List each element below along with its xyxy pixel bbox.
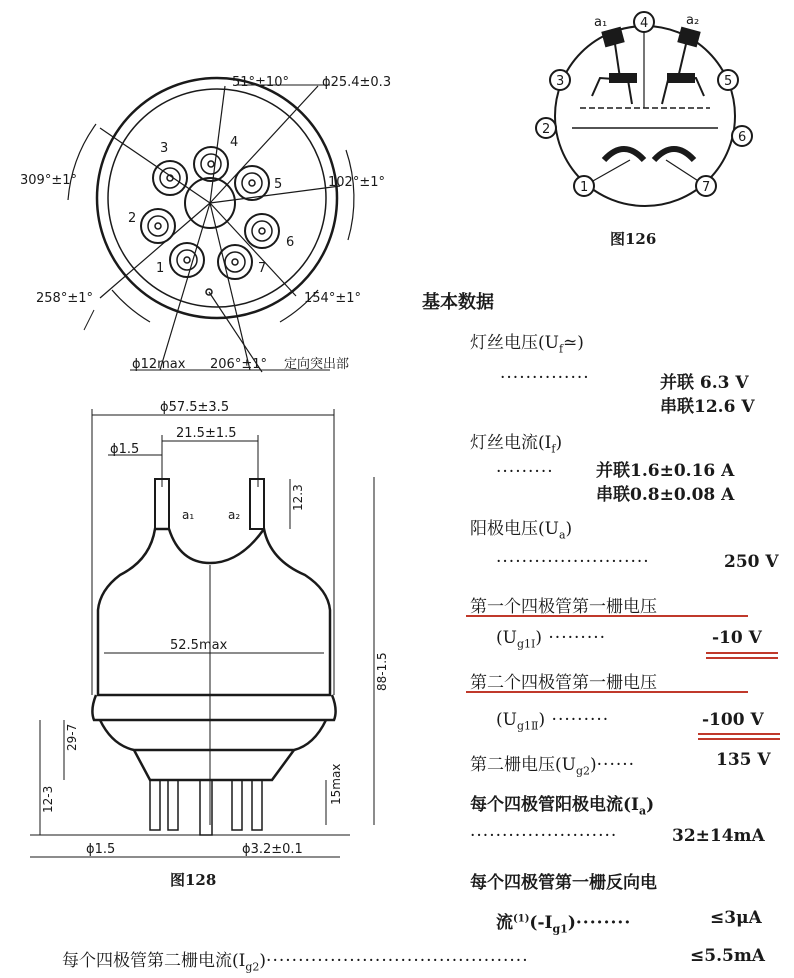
reverse-current-label2: 流 (496, 913, 513, 933)
parallel-current: 并联1.6±0.16 A (596, 461, 735, 481)
grid2-current-row: 每个四极管第二栅电流$(I_{g2})\cdot\cdot\cdot\cdot\cdot\cdot\cdot\cdot\cdot\cdot\cdot\cdot\cdot\cdot\cdot\cdot\cdot\cdot\cdot\cdot\cdot\cdot\cdot\cdot\cdot\cdot\cdot\cdot\cdot\cdot\cdot\cdot\cdot\cdot\cdot\cdot\cdot\cdot\cdot\cdot\cdot$ (62, 951, 529, 974)
angle-right-top-label: 102°±1° (328, 175, 385, 190)
pin-label-2: 2 (128, 211, 137, 226)
pin-length-label: 12-3 (41, 785, 55, 813)
grid2-voltage-label: 第二栅电压(U (470, 755, 576, 775)
grid2-current-sub: g2 (245, 960, 260, 974)
pin-label-6: 6 (286, 235, 295, 250)
angle-left-bottom-label: 258°±1° (36, 291, 93, 306)
anode-spacing-label: 21.5±1.5 (176, 426, 237, 441)
spec-heading: 基本数据 (422, 292, 494, 313)
grid2-current-label: 每个四极管第二栅电流(I (62, 951, 246, 971)
filament-voltage-sub: f (558, 342, 564, 356)
grid1-t2-symbol: (U (496, 710, 517, 730)
grid1-t2-underline (466, 691, 748, 693)
diameter-overall-label: ϕ57.5±3.5 (160, 400, 230, 415)
filament-voltage-label: 灯丝电压(U (470, 333, 559, 353)
schematic-pin-6: 6 (738, 130, 747, 145)
anode-voltage-dots: ························ (496, 552, 650, 572)
tube-schematic (520, 0, 770, 260)
filament-current-row (470, 428, 562, 455)
anode-voltage-value: 250 V (724, 552, 779, 572)
schematic-pin-4: 4 (640, 16, 649, 31)
schematic-anode-1: a₁ (594, 15, 608, 30)
grid2-voltage-row: 第二栅电压$(U_{g2})\cdot\cdot\cdot\cdot\cdot\cdot$ (470, 755, 636, 778)
diameter-top-label: ϕ25.4±0.3 (322, 75, 392, 90)
pin-layout-diagram (0, 0, 440, 400)
pin-height-label: 15max (329, 763, 343, 805)
grid1-t1-tail: ) (535, 628, 542, 648)
grid1-t1-value-underline-2 (706, 657, 778, 659)
reverse-current-sub: g1 (552, 922, 568, 936)
anode-current-dots: ······················· (470, 826, 618, 846)
anode-voltage-label: 阳极电压(U (470, 519, 559, 539)
grid1-t2-tail: ) (538, 710, 546, 730)
parallel-voltage: 并联 6.3 V (660, 373, 749, 393)
reverse-current-sup: (1) (513, 913, 530, 925)
anode-voltage-sub: a (558, 528, 566, 542)
anode-current-row (470, 790, 654, 817)
grid2-voltage-tail: ) (590, 755, 597, 775)
grid2-voltage-sub: g2 (575, 764, 591, 778)
anode-current-value: 32±14mA (672, 826, 765, 846)
schematic-anode-2: a₂ (686, 13, 700, 28)
grid1-t2-value-underline-2 (698, 738, 780, 740)
parallel-current-dots: ········· (496, 462, 554, 482)
schematic-pin-7: 7 (702, 180, 711, 195)
series-voltage: 串联12.6 V (660, 397, 755, 417)
pin-label-4: 4 (230, 135, 239, 150)
anode-current-sub: a (639, 804, 647, 818)
cap-height-label: 12.3 (291, 484, 305, 511)
diameter-pin-circle-label: ϕ12max (132, 357, 186, 372)
total-height-label: 88-1.5 (375, 652, 389, 691)
grid1-t2-value: -100 V (702, 710, 764, 730)
grid1-t1-symbol: (U (496, 628, 517, 648)
pin-label-1: 1 (156, 261, 165, 276)
anode-voltage-tail: ) (565, 519, 573, 539)
angle-bottom-label: 206°±1° (210, 357, 267, 372)
filament-current-label: 灯丝电流(I (470, 433, 552, 453)
pin-label-3: 3 (160, 141, 169, 156)
pin-label-5: 5 (274, 177, 283, 192)
angle-top-label: 51°±10° (232, 75, 289, 90)
series-current: 串联0.8±0.08 A (596, 485, 735, 505)
grid1-t1-row: $(U_{g1Ⅰ})$ ········· (496, 628, 607, 651)
reverse-current-tail: ) (567, 913, 576, 933)
grid1-t1-label: 第一个四极管第一栅电压 (470, 597, 657, 617)
grid1-t1-sub: g1Ⅰ (516, 637, 536, 651)
angle-left-top-label: 309°±1° (20, 173, 77, 188)
anode-voltage-row (470, 514, 572, 541)
base-height-label: 29-7 (65, 723, 79, 751)
grid1-t2-label: 第二个四极管第一栅电压 (470, 673, 657, 693)
grid1-t1-value-underline-1 (706, 652, 778, 654)
key-label: 定向突出部 (284, 357, 350, 372)
pin-diameter-label: ϕ1.5 (86, 842, 116, 857)
angle-right-bottom-label: 154°±1° (304, 291, 361, 306)
filament-current-sub: f (551, 442, 556, 456)
schematic-pin-5: 5 (724, 74, 733, 89)
reverse-current-label: 每个四极管第一栅反向电 (470, 873, 657, 893)
base-diameter-label: ϕ3.2±0.1 (242, 842, 303, 857)
grid1-t2-sub: g1Ⅱ (516, 719, 539, 733)
grid1-t2-row: $(U_{g1Ⅱ})$ ········· (496, 710, 610, 733)
outline-anode-1: a₁ (182, 508, 195, 522)
schematic-pin-3: 3 (556, 74, 565, 89)
grid1-t2-value-underline-1 (698, 733, 780, 735)
grid1-t1-value: -10 V (712, 628, 762, 648)
body-diameter-label: 52.5max (170, 638, 228, 653)
grid1-t1-underline (466, 615, 748, 617)
outline-caption: 图128 (170, 871, 217, 889)
grid2-current-tail: ) (259, 951, 267, 971)
anode-cap-diameter-label: ϕ1.5 (110, 442, 140, 457)
parallel-voltage-dots: ·············· (500, 368, 590, 388)
tube-outline-drawing (0, 395, 430, 895)
grid2-current-value: ≤5.5mA (690, 946, 765, 966)
outline-anode-2: a₂ (228, 508, 241, 522)
anode-current-tail: ) (646, 795, 655, 815)
schematic-pin-1: 1 (580, 180, 589, 195)
filament-voltage-row (470, 328, 584, 355)
anode-current-label: 每个四极管阳极电流(I (470, 795, 639, 815)
reverse-current-symbol: (-I (529, 913, 553, 933)
schematic-caption: 图126 (610, 230, 657, 248)
grid2-voltage-value: 135 V (716, 750, 771, 770)
schematic-pin-2: 2 (542, 122, 551, 137)
reverse-current-row: 流$^{(1)}(-I_{g1})\cdot\cdot\cdot\cdot\cdot\cdot\cdot\cdot$ (496, 913, 632, 936)
reverse-current-value: ≤3μA (710, 908, 762, 928)
filament-current-tail: ) (555, 433, 563, 453)
pin-label-7: 7 (258, 261, 267, 276)
filament-voltage-tail: ≃) (563, 333, 584, 353)
